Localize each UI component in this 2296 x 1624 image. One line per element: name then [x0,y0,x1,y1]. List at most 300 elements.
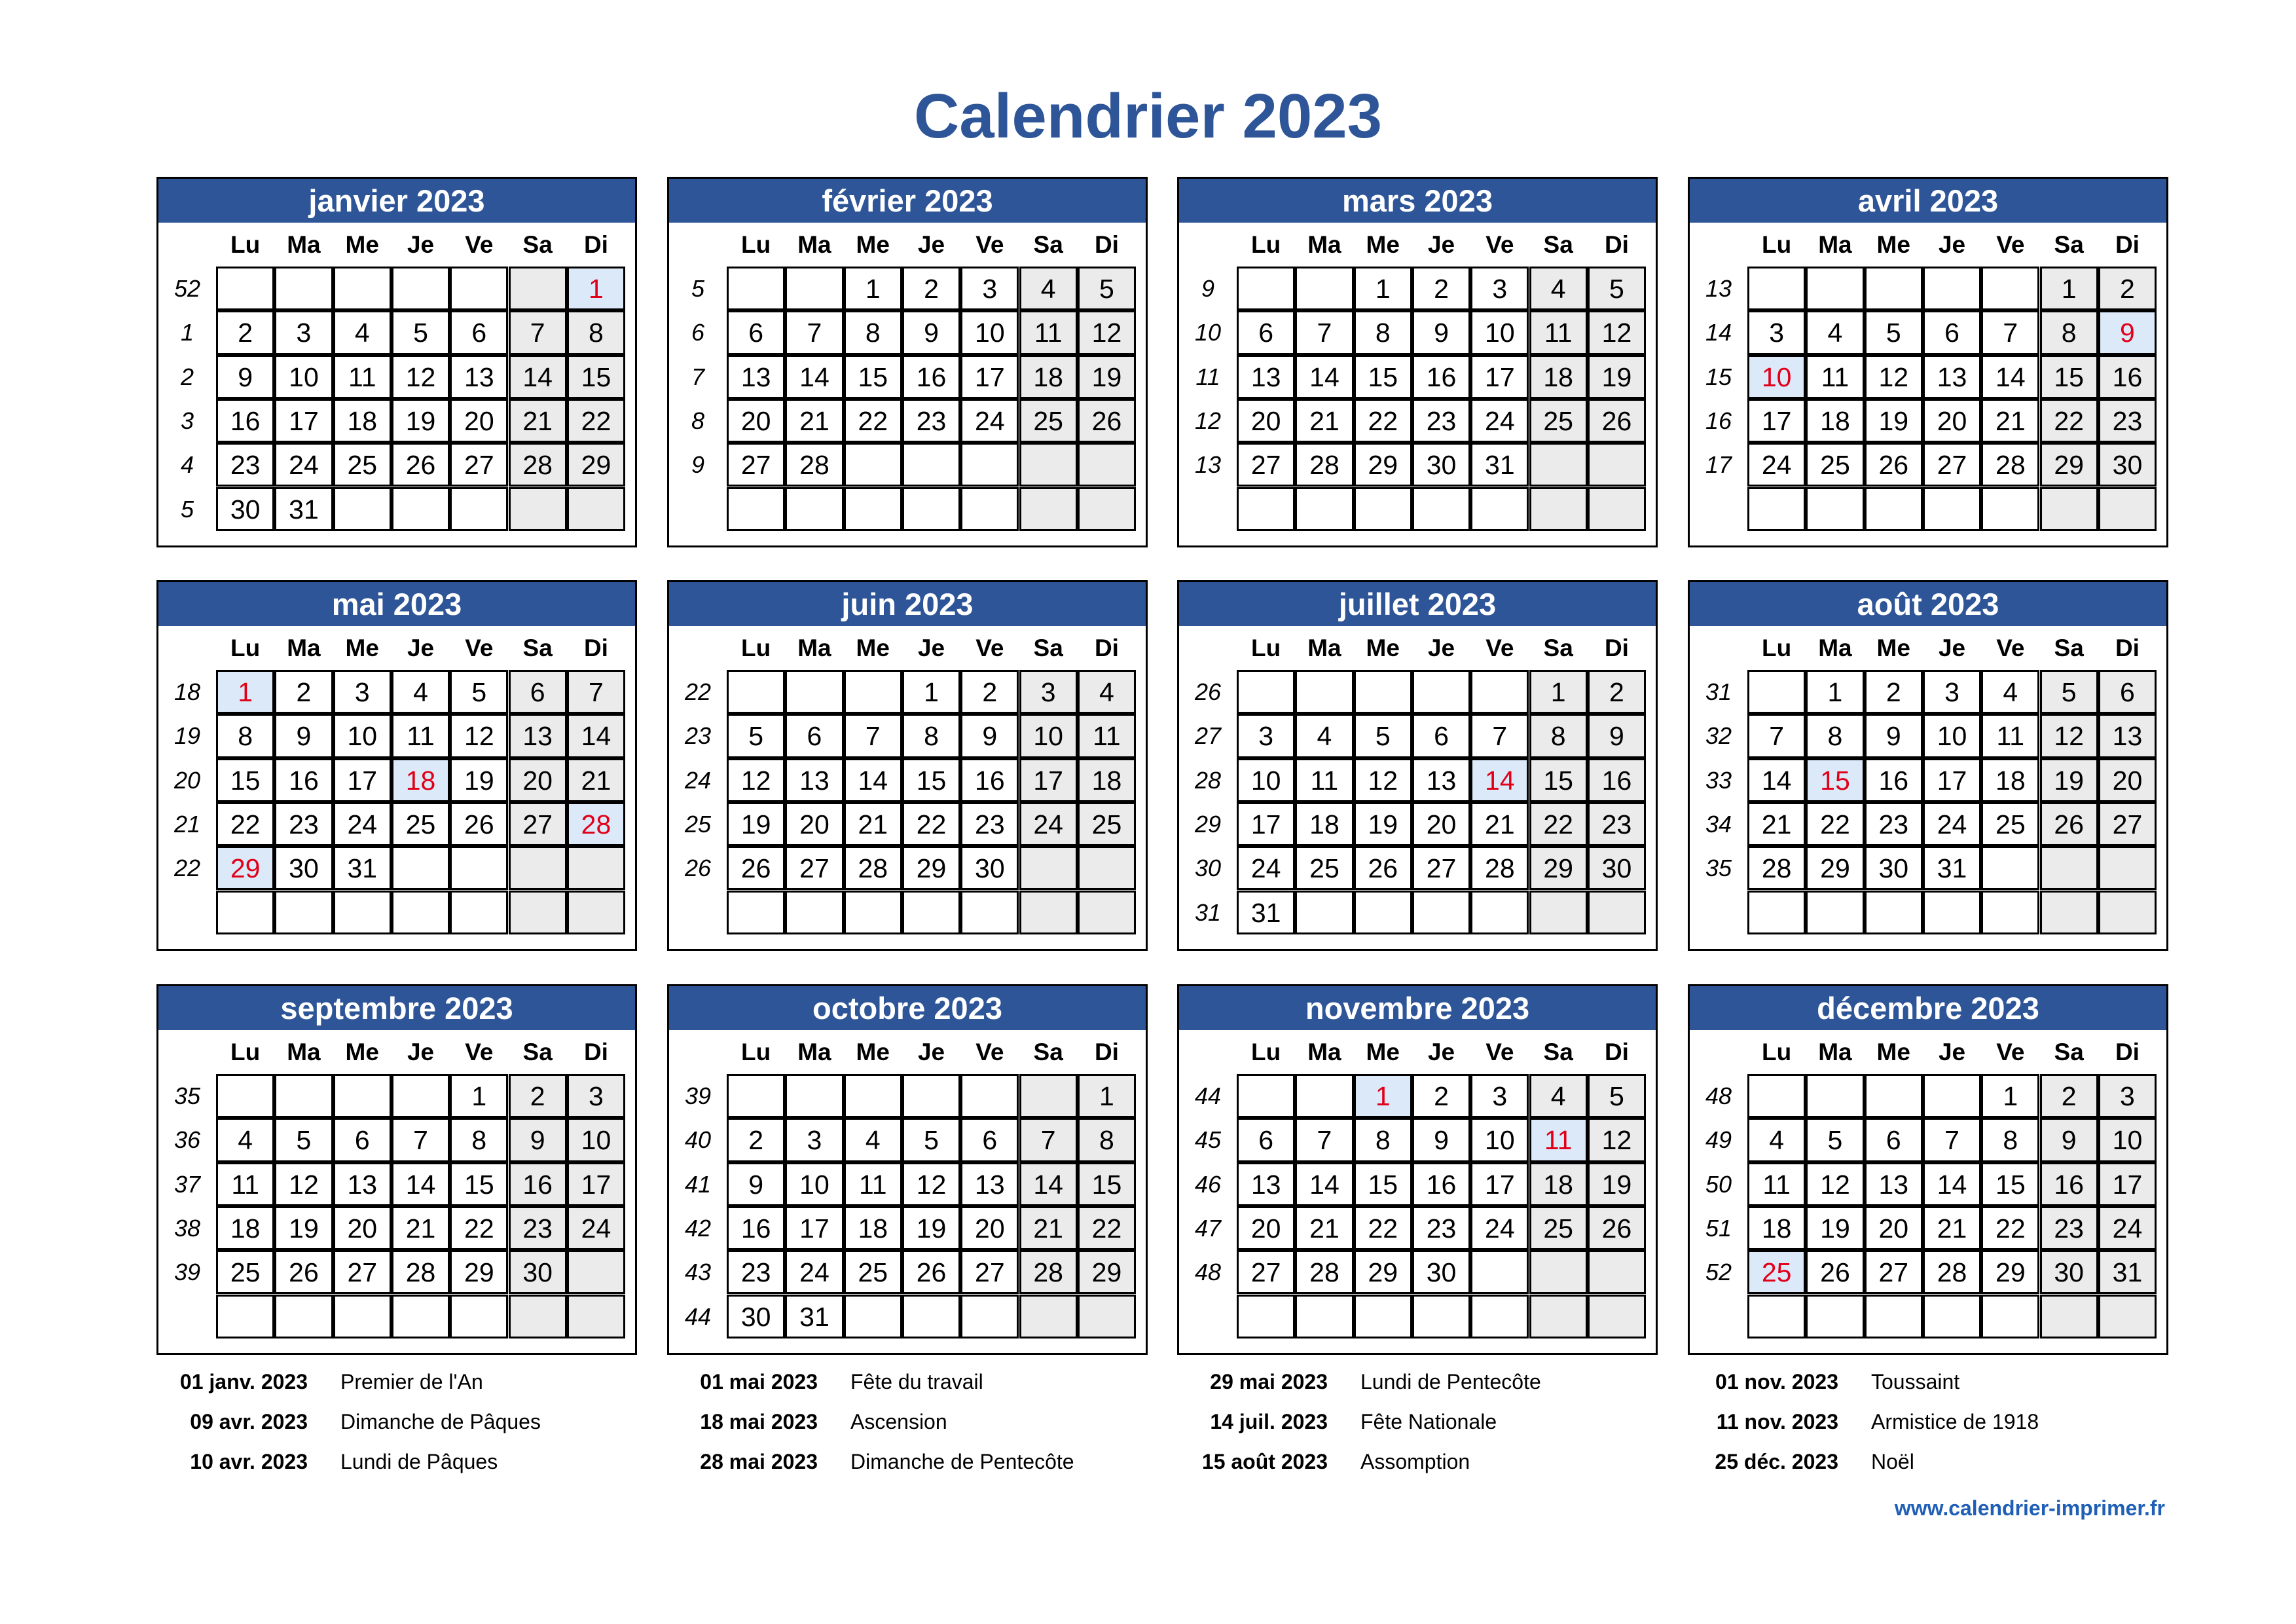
day-cell: 15 [1981,1162,2039,1206]
day-cell: 22 [1354,1206,1412,1250]
weekday-label: Sa [1543,231,1573,258]
week-number: 10 [1194,319,1222,346]
day-cell [1529,1250,1588,1294]
day-cell: 27 [509,802,567,846]
weekday-label: Ma [797,231,831,258]
day-cell: 24 [2098,1206,2157,1250]
day-cell [2040,1295,2098,1338]
day-cell: 23 [2098,399,2157,443]
week-number [158,1295,216,1338]
day-cell: 9 [1865,714,1923,758]
day-cell: 29 [902,846,960,890]
day-cell: 7 [392,1118,450,1162]
day-cell: 16 [274,758,333,802]
weekday-label: Lu [741,231,771,258]
day-cell: 6 [785,714,843,758]
day-cell: 13 [1237,355,1295,399]
day-cell: 1 [450,1074,508,1118]
day-cell [392,846,450,890]
weekday-label: Ve [1996,231,2025,258]
month-title: février 2023 [669,179,1146,223]
day-cell: 4 [1019,267,1078,310]
month-panel [1177,177,1658,547]
week-number: 46 [1194,1170,1222,1198]
day-cell [1981,267,2039,310]
holiday-name: Lundi de Pâques [340,1450,498,1473]
day-cell: 20 [2098,758,2157,802]
day-cell: 23 [2040,1206,2098,1250]
day-cell: 3 [2098,1074,2157,1118]
day-cell [392,1295,450,1338]
week-number: 31 [1194,898,1222,926]
day-cell: 16 [960,758,1019,802]
day-cell: 4 [1747,1118,1806,1162]
day-cell: 9 [2040,1118,2098,1162]
day-cell: 27 [1237,1250,1295,1294]
day-cell: 15 [216,758,274,802]
week-number: 49 [1705,1126,1732,1154]
day-cell [1470,1250,1529,1294]
day-cell: 18 [333,399,392,443]
month-title: août 2023 [1690,582,2166,626]
day-cell: 15 [450,1162,508,1206]
day-cell: 6 [1237,1118,1295,1162]
day-cell: 24 [333,802,392,846]
week-number: 52 [1705,1259,1732,1286]
day-cell: 29 [1529,846,1588,890]
day-cell [1747,1295,1806,1338]
day-cell [1019,846,1078,890]
day-cell: 28 [1747,846,1806,890]
day-cell: 30 [1865,846,1923,890]
day-cell: 29 [1354,443,1412,487]
day-cell: 25 [1078,802,1136,846]
day-cell: 26 [1865,443,1923,487]
weekday-label: Sa [522,635,553,661]
day-cell: 4 [216,1118,274,1162]
day-cell: 22 [1529,802,1588,846]
day-cell [1923,487,1981,531]
week-number [1179,1295,1237,1338]
weekday-label: Sa [2054,1039,2084,1065]
weekday-label: Lu [1251,635,1281,661]
month-panel [667,177,1148,547]
weekday-label: Lu [230,635,261,661]
day-cell [1865,487,1923,531]
month-title: juin 2023 [669,582,1146,626]
day-cell: 9 [509,1118,567,1162]
weekday-label: Ve [975,1039,1004,1065]
day-cell: 20 [960,1206,1019,1250]
holiday-name: Toussaint [1871,1370,1960,1393]
day-cell: 13 [727,355,785,399]
week-number: 40 [684,1126,712,1154]
weekday-label: Ma [1307,1039,1341,1065]
day-cell [509,487,567,531]
day-cell [567,891,625,934]
holiday-day-cell: 25 [1747,1250,1806,1294]
day-cell [1019,891,1078,934]
day-cell [1588,891,1646,934]
week-number: 5 [180,495,194,523]
month-panel [1177,984,1658,1355]
day-cell: 3 [1237,714,1295,758]
week-number [669,487,727,531]
day-cell: 4 [333,310,392,354]
weekday-label: Me [1876,635,1910,661]
day-cell [960,1074,1019,1118]
day-cell: 5 [1806,1118,1864,1162]
day-cell: 7 [1470,714,1529,758]
month-title: mai 2023 [158,582,635,626]
day-cell: 6 [450,310,508,354]
weekday-label: Di [1094,635,1119,661]
day-cell: 22 [2040,399,2098,443]
day-cell [216,891,274,934]
day-cell: 7 [1295,1118,1353,1162]
week-number: 30 [1194,855,1222,882]
month-title: janvier 2023 [158,179,635,223]
day-cell: 10 [1470,1118,1529,1162]
week-number: 22 [684,678,712,705]
holiday-name: Lundi de Pentecôte [1360,1370,1541,1393]
day-cell [1747,1074,1806,1118]
day-cell [1981,487,2039,531]
day-cell: 4 [1529,1074,1588,1118]
day-cell: 21 [1019,1206,1078,1250]
holiday-item [661,1362,1171,1402]
day-cell [274,267,333,310]
week-number: 35 [173,1082,201,1109]
holiday-day-cell: 10 [1747,355,1806,399]
day-cell [392,1074,450,1118]
day-cell: 10 [1237,758,1295,802]
day-cell [902,1295,960,1338]
holiday-item [661,1442,1171,1482]
day-cell [509,891,567,934]
day-cell: 8 [2040,310,2098,354]
holiday-day-cell: 28 [567,802,625,846]
day-cell: 24 [1470,1206,1529,1250]
day-cell: 21 [1747,802,1806,846]
day-cell [1470,1295,1529,1338]
day-cell: 26 [727,846,785,890]
weekday-label: Me [856,1039,890,1065]
day-cell: 31 [2098,1250,2157,1294]
weekday-label: Ma [797,1039,831,1065]
day-cell [450,267,508,310]
weekday-label: Je [407,1039,435,1065]
day-cell [960,443,1019,487]
day-cell [509,1295,567,1338]
day-cell [392,267,450,310]
day-cell: 11 [1981,714,2039,758]
day-cell [1588,1295,1646,1338]
day-cell: 5 [1078,267,1136,310]
day-cell [785,1074,843,1118]
day-cell: 14 [844,758,902,802]
day-cell: 30 [274,846,333,890]
day-cell: 7 [785,310,843,354]
week-number: 45 [1194,1126,1222,1154]
day-cell: 8 [1981,1118,2039,1162]
weekday-label: Di [2115,1039,2140,1065]
day-cell: 22 [844,399,902,443]
week-number: 19 [173,722,201,750]
day-cell: 17 [1237,802,1295,846]
day-cell [844,1074,902,1118]
day-cell: 23 [902,399,960,443]
day-cell [333,1295,392,1338]
day-cell [1412,1295,1470,1338]
week-number: 12 [1194,407,1222,434]
day-cell: 31 [274,487,333,531]
day-cell [2040,891,2098,934]
day-cell [1470,487,1529,531]
day-cell: 22 [216,802,274,846]
day-cell: 28 [1019,1250,1078,1294]
day-cell: 20 [1412,802,1470,846]
day-cell: 17 [1747,399,1806,443]
day-cell: 28 [392,1250,450,1294]
week-number: 8 [691,407,705,434]
holiday-item [1171,1402,1681,1442]
day-cell: 2 [1412,1074,1470,1118]
weekday-label: Je [1938,1039,1966,1065]
day-cell [392,487,450,531]
day-cell [960,891,1019,934]
day-cell: 20 [450,399,508,443]
day-cell: 23 [274,802,333,846]
weekday-label: Ma [1818,635,1852,661]
weekday-label: Ma [797,635,831,661]
day-cell: 10 [333,714,392,758]
day-cell: 17 [1470,1162,1529,1206]
day-cell [450,891,508,934]
day-cell [1588,1250,1646,1294]
weekday-label: Sa [2054,231,2084,258]
week-number: 13 [1705,275,1732,302]
month-title: juillet 2023 [1179,582,1656,626]
day-cell [2040,846,2098,890]
weekday-label: Me [1366,635,1400,661]
day-cell [274,1295,333,1338]
day-cell: 16 [509,1162,567,1206]
day-cell: 25 [333,443,392,487]
day-cell [333,1074,392,1118]
holiday-date: 09 avr. 2023 [190,1410,308,1433]
day-cell: 1 [1078,1074,1136,1118]
day-cell: 30 [960,846,1019,890]
day-cell: 18 [1529,1162,1588,1206]
day-cell [509,267,567,310]
day-cell [1078,443,1136,487]
weekday-label: Me [1876,231,1910,258]
weekday-label: Di [1094,231,1119,258]
day-cell [2098,487,2157,531]
day-cell: 19 [1865,399,1923,443]
week-number: 48 [1705,1082,1732,1109]
day-cell: 2 [509,1074,567,1118]
day-cell: 6 [333,1118,392,1162]
day-cell [1981,846,2039,890]
weekday-label: Di [1094,1039,1119,1065]
day-cell: 5 [1865,310,1923,354]
day-cell: 14 [567,714,625,758]
month-panel [1177,580,1658,951]
day-cell: 9 [727,1162,785,1206]
day-cell: 15 [1078,1162,1136,1206]
day-cell: 1 [844,267,902,310]
day-cell: 13 [509,714,567,758]
day-cell: 26 [1806,1250,1864,1294]
weekday-label: Me [345,231,379,258]
weekday-label: Ma [287,1039,321,1065]
day-cell: 4 [844,1118,902,1162]
day-cell: 31 [1237,891,1295,934]
day-cell: 3 [274,310,333,354]
day-cell [1588,443,1646,487]
holiday-date: 14 juil. 2023 [1210,1410,1328,1433]
day-cell: 29 [450,1250,508,1294]
day-cell [1923,891,1981,934]
day-cell: 3 [567,1074,625,1118]
day-cell: 22 [1806,802,1864,846]
weekday-label: Ma [287,635,321,661]
day-cell: 27 [960,1250,1019,1294]
day-cell: 21 [1295,1206,1353,1250]
weekday-label: Me [345,635,379,661]
day-cell: 28 [844,846,902,890]
day-cell: 6 [1237,310,1295,354]
month-panel [1688,177,2168,547]
holiday-day-cell: 18 [392,758,450,802]
weekday-label: Di [583,231,608,258]
week-number: 9 [691,451,705,479]
day-cell [450,487,508,531]
day-cell: 27 [1412,846,1470,890]
weekday-label: Ve [465,231,494,258]
weekday-label: Ve [975,635,1004,661]
day-cell: 24 [1019,802,1078,846]
day-cell: 25 [1529,1206,1588,1250]
week-number: 43 [684,1259,712,1286]
day-cell: 23 [1588,802,1646,846]
day-cell [1412,670,1470,714]
day-cell: 14 [1295,1162,1353,1206]
day-cell: 16 [1865,758,1923,802]
weekday-label: Di [583,1039,608,1065]
day-cell [1019,443,1078,487]
day-cell: 9 [960,714,1019,758]
day-cell: 3 [960,267,1019,310]
holiday-item [1681,1402,2192,1442]
day-cell [902,443,960,487]
day-cell: 28 [1470,846,1529,890]
week-number: 52 [173,275,201,302]
weekday-label: Sa [1033,231,1063,258]
week-number: 13 [1194,451,1222,479]
day-cell: 16 [2098,355,2157,399]
day-cell [1923,1295,1981,1338]
week-number: 24 [684,766,712,794]
month-title: mars 2023 [1179,179,1656,223]
week-number: 39 [684,1082,712,1109]
day-cell: 20 [1923,399,1981,443]
day-cell: 29 [1354,1250,1412,1294]
day-cell: 21 [785,399,843,443]
day-cell [785,670,843,714]
weekday-label: Me [1366,1039,1400,1065]
weekday-label: Di [2115,635,2140,661]
day-cell: 18 [1806,399,1864,443]
day-cell: 20 [509,758,567,802]
day-cell: 28 [1295,1250,1353,1294]
weekday-label: Lu [230,1039,261,1065]
day-cell: 8 [450,1118,508,1162]
day-cell: 17 [785,1206,843,1250]
holiday-day-cell: 1 [1354,1074,1412,1118]
weekday-label: Je [1427,231,1455,258]
day-cell: 24 [567,1206,625,1250]
day-cell [1019,1074,1078,1118]
week-number: 31 [1705,678,1732,705]
day-cell [1078,487,1136,531]
day-cell [844,1295,902,1338]
holiday-day-cell: 29 [216,846,274,890]
weekday-label: Di [1604,635,1629,661]
month-panel [1688,984,2168,1355]
day-cell: 19 [1078,355,1136,399]
day-cell: 10 [567,1118,625,1162]
day-cell [1354,487,1412,531]
holiday-day-cell: 15 [1806,758,1864,802]
weekday-label: Lu [741,1039,771,1065]
website-link[interactable]: www.calendrier-imprimer.fr [1894,1496,2165,1520]
day-cell: 14 [392,1162,450,1206]
day-cell: 23 [1412,1206,1470,1250]
day-cell [844,487,902,531]
day-cell: 13 [1412,758,1470,802]
week-number [1690,891,1747,934]
day-cell: 19 [902,1206,960,1250]
day-cell: 7 [1981,310,2039,354]
week-number: 4 [180,451,194,479]
holiday-item [151,1402,661,1442]
day-cell [727,267,785,310]
day-cell: 10 [1470,310,1529,354]
day-cell [1923,267,1981,310]
weekday-label: Lu [741,635,771,661]
weekday-label: Je [917,231,945,258]
day-cell [727,891,785,934]
holiday-date: 10 avr. 2023 [190,1450,308,1473]
week-number: 34 [1705,810,1732,838]
weekday-label: Ma [287,231,321,258]
day-cell: 6 [727,310,785,354]
week-number: 16 [1705,407,1732,434]
day-cell: 12 [2040,714,2098,758]
day-cell: 19 [274,1206,333,1250]
day-cell: 21 [1981,399,2039,443]
day-cell: 21 [392,1206,450,1250]
holiday-name: Ascension [850,1410,947,1433]
day-cell [1295,891,1353,934]
day-cell: 18 [1747,1206,1806,1250]
day-cell: 11 [1019,310,1078,354]
day-cell [1237,1074,1295,1118]
day-cell: 5 [1588,267,1646,310]
